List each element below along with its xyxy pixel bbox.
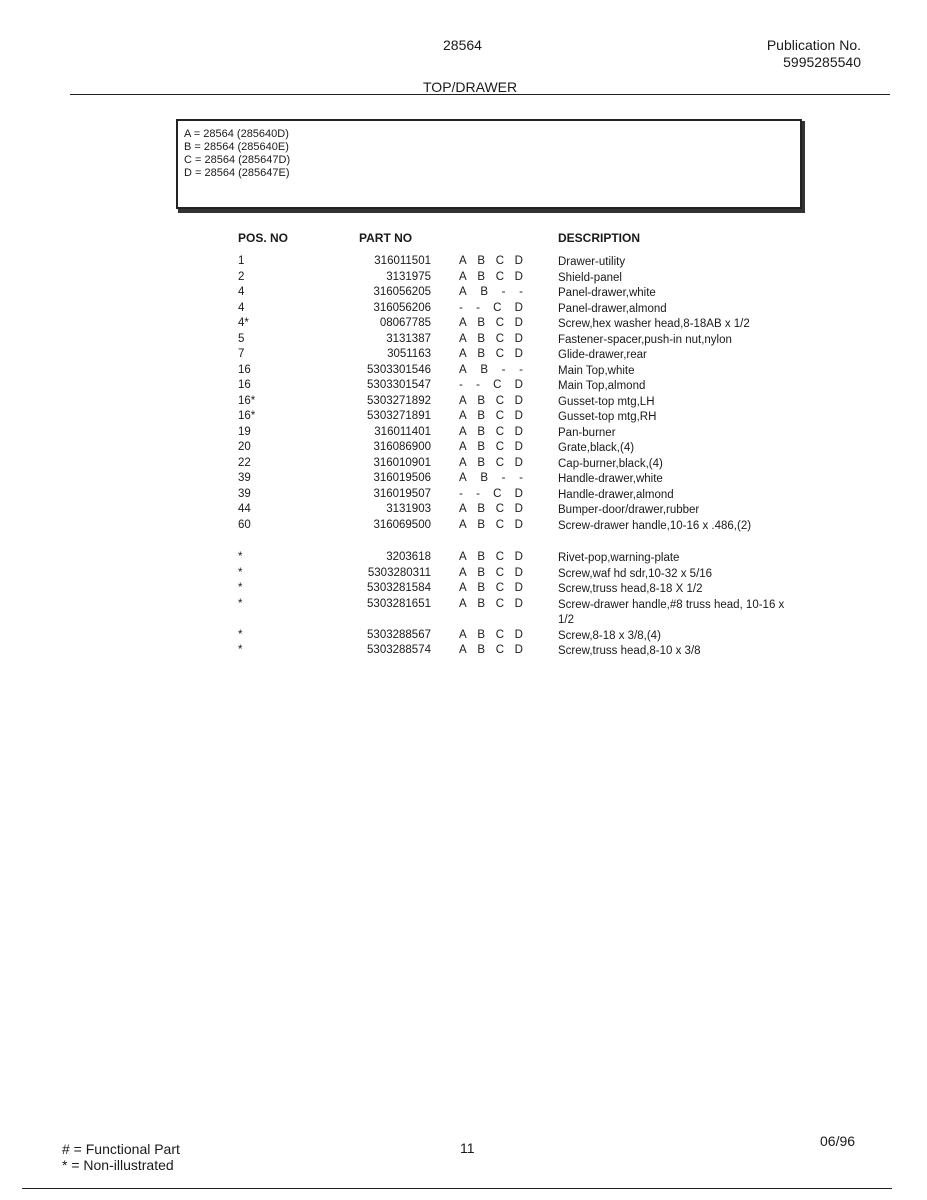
- table-row: [0, 395, 927, 411]
- header-divider: [70, 94, 890, 95]
- part-description: Main Top,white: [558, 364, 635, 377]
- table-row: [0, 441, 927, 457]
- variant-code: C: [495, 503, 504, 515]
- variant-code: D: [514, 270, 523, 283]
- publication-number: 5995285540: [783, 54, 861, 70]
- pos-number: 22: [238, 456, 251, 469]
- variant-code: A: [459, 644, 467, 656]
- revision-date: 06/96: [820, 1133, 856, 1149]
- variant-code: C: [495, 644, 504, 656]
- table-row: [0, 457, 927, 473]
- variant-code: A: [459, 348, 467, 360]
- pos-number: 5: [238, 332, 245, 345]
- variant-code: A: [459, 518, 467, 531]
- variant-codes: [459, 488, 523, 500]
- variant-code: D: [514, 566, 523, 579]
- variant-codes: [459, 457, 523, 469]
- part-description: Drawer-utility: [558, 256, 626, 268]
- variant-code: A: [459, 394, 467, 407]
- variant-code: -: [459, 301, 463, 314]
- part-number: 3131975: [386, 270, 431, 283]
- box-shadow: [178, 209, 805, 213]
- variant-codes: [459, 302, 523, 314]
- variant-codes: [459, 379, 523, 391]
- variant-code: B: [477, 456, 486, 469]
- variant-codes: [459, 644, 523, 656]
- pos-number: 4: [238, 286, 245, 298]
- variant-code: C: [493, 379, 502, 391]
- table-row: [0, 519, 927, 535]
- variant-code: -: [519, 286, 523, 298]
- pos-number: 39: [238, 487, 251, 500]
- variant-code: -: [501, 363, 506, 376]
- variant-code: B: [480, 363, 488, 376]
- variant-code: B: [477, 628, 486, 641]
- box-shadow: [802, 121, 805, 213]
- part-number: 3051163: [387, 348, 431, 360]
- column-header-pos: POS. NO: [238, 231, 289, 245]
- variant-code: A: [459, 551, 467, 563]
- variant-code: C: [495, 348, 504, 360]
- variant-code: -: [519, 363, 523, 376]
- part-number: 3131387: [386, 332, 431, 345]
- pos-number: 44: [238, 503, 251, 515]
- variant-codes: [459, 271, 523, 283]
- variant-code: B: [477, 518, 486, 531]
- variant-code: A: [459, 441, 467, 453]
- variant-code: C: [495, 597, 504, 610]
- variant-code: C: [495, 628, 504, 641]
- variant-code: C: [495, 270, 504, 283]
- table-row: [0, 333, 927, 349]
- table-row: [0, 426, 927, 442]
- variant-codes: [459, 503, 523, 515]
- part-description: Main Top,almond: [558, 380, 646, 392]
- part-description: Screw,truss head,8-10 x 3/8: [558, 645, 701, 657]
- variant-code: C: [495, 551, 504, 563]
- part-number: 316056206: [373, 301, 431, 314]
- pos-number: *: [238, 628, 243, 641]
- variant-code: A: [459, 363, 467, 376]
- variant-code: B: [480, 472, 488, 484]
- variant-code: C: [495, 456, 504, 469]
- part-description: Screw,truss head,8-18 X 1/2: [558, 583, 703, 595]
- variant-codes: [459, 567, 523, 579]
- part-number: 316086900: [373, 441, 431, 453]
- part-number: 316069500: [373, 518, 431, 531]
- variant-codes: [459, 286, 523, 298]
- part-description: Cap-burner,black,(4): [558, 457, 663, 470]
- variant-code: D: [514, 503, 523, 515]
- table-row: [0, 551, 927, 567]
- pos-number: 16*: [238, 410, 256, 422]
- table-row: [0, 410, 927, 426]
- variant-code: D: [514, 255, 523, 267]
- pos-number: 16: [238, 363, 251, 376]
- part-description: Screw,8-18 x 3/8,(4): [558, 629, 661, 642]
- part-description: Screw-drawer handle,10-16 x .486,(2): [558, 519, 752, 532]
- variant-code: -: [519, 472, 523, 484]
- part-description: Bumper-door/drawer,rubber: [558, 504, 700, 516]
- variant-code: -: [459, 379, 463, 391]
- part-number: 5303280311: [367, 566, 431, 579]
- column-header-description: DESCRIPTION: [558, 231, 641, 245]
- part-number: 316011401: [374, 425, 431, 438]
- table-row: [0, 644, 927, 660]
- part-description: Fastener-spacer,push-in nut,nylon: [558, 333, 732, 346]
- variant-code: D: [514, 379, 523, 391]
- variant-code: D: [514, 582, 523, 594]
- part-description: Handle-drawer,almond: [558, 488, 674, 501]
- variant-code: D: [514, 597, 523, 610]
- table-row: [0, 503, 927, 519]
- variant-codes: [459, 582, 523, 594]
- variant-codes: [459, 472, 523, 484]
- part-description: Gusset-top mtg,RH: [558, 411, 657, 423]
- table-row: [0, 348, 927, 364]
- part-description: Handle-drawer,white: [558, 473, 663, 485]
- pos-number: 4: [238, 301, 245, 314]
- table-row: [0, 317, 927, 333]
- variant-code: B: [477, 425, 486, 438]
- part-number: 5303281651: [367, 597, 431, 610]
- variant-codes: [459, 519, 523, 531]
- variant-code: B: [477, 582, 486, 594]
- variant-code: D: [514, 348, 523, 360]
- part-number: 08067785: [379, 317, 431, 329]
- publication-label: Publication No.: [766, 37, 861, 53]
- variant-code: -: [476, 379, 480, 391]
- table-row: [0, 379, 927, 395]
- part-number: 5303301546: [367, 363, 431, 376]
- variant-code: B: [477, 317, 486, 329]
- variant-codes: [459, 598, 523, 610]
- pos-number: 7: [238, 348, 245, 360]
- variant-code: A: [459, 270, 467, 283]
- variant-code: C: [495, 582, 504, 594]
- variant-codes: [459, 441, 523, 453]
- part-number: 5303271891: [367, 410, 431, 422]
- variant-code: B: [477, 551, 486, 563]
- publication-info: [767, 37, 861, 71]
- part-description: Glide-drawer,rear: [558, 349, 647, 361]
- table-row: [0, 488, 927, 504]
- pos-number: 19: [238, 425, 251, 438]
- table-row: [0, 472, 927, 488]
- table-row: [0, 629, 927, 645]
- variant-code: A: [459, 582, 467, 594]
- variant-codes: [459, 410, 523, 422]
- footer-divider: [22, 1188, 892, 1189]
- variant-codes: [459, 348, 523, 360]
- part-number: 5303301547: [367, 379, 431, 391]
- variant-code: D: [514, 644, 523, 656]
- variant-codes: [459, 426, 523, 438]
- pos-number: 4*: [238, 317, 249, 329]
- variant-code: C: [495, 410, 504, 422]
- part-description: Screw-drawer handle,#8 truss head, 10-16 x 1/2: [558, 598, 785, 626]
- table-row: [0, 598, 927, 629]
- variant-code: C: [493, 301, 502, 314]
- part-number: 316019506: [373, 472, 431, 484]
- pos-number: *: [238, 566, 243, 579]
- column-header-part: PART NO: [359, 231, 413, 245]
- variant-code: B: [477, 503, 486, 515]
- legend-functional: # = Functional Part: [62, 1141, 180, 1157]
- pos-number: 39: [238, 472, 251, 484]
- variant-code: A: [459, 286, 467, 298]
- variant-codes: [459, 364, 523, 376]
- variant-codes: [459, 395, 523, 407]
- variant-code: D: [514, 410, 523, 422]
- variant-code: A: [459, 597, 467, 610]
- part-number: 5303288567: [367, 628, 431, 641]
- variant-code: A: [459, 628, 467, 641]
- part-number: 316011501: [374, 255, 431, 267]
- variant-d: D = 28564 (285647E): [184, 167, 290, 179]
- variant-code: D: [514, 518, 523, 531]
- variants-legend-box: [176, 119, 802, 209]
- variant-code: D: [514, 487, 523, 500]
- variant-code: C: [493, 487, 502, 500]
- variant-code: B: [477, 566, 486, 579]
- variant-code: C: [495, 317, 504, 329]
- legend-non-illustrated: * = Non-illustrated: [62, 1157, 174, 1173]
- variant-codes: [459, 333, 523, 345]
- part-description: Shield-panel: [558, 271, 622, 284]
- variant-code: D: [514, 394, 523, 407]
- pos-number: *: [238, 644, 243, 656]
- table-row: [0, 582, 927, 598]
- part-description: Rivet-pop,warning-plate: [558, 552, 680, 564]
- variant-code: A: [459, 255, 467, 267]
- variant-code: A: [459, 503, 467, 515]
- pos-number: 16: [238, 379, 251, 391]
- pos-number: *: [238, 582, 243, 594]
- variant-code: D: [514, 317, 523, 329]
- variant-code: B: [477, 270, 486, 283]
- pos-number: 16*: [238, 394, 256, 407]
- variant-code: C: [495, 441, 504, 453]
- variant-a: A = 28564 (285640D): [184, 128, 289, 140]
- variant-codes: [459, 255, 523, 267]
- pos-number: *: [238, 551, 243, 563]
- variant-code: -: [476, 301, 480, 314]
- variant-code: A: [459, 456, 467, 469]
- variant-code: -: [476, 487, 480, 500]
- variant-codes: [459, 317, 523, 329]
- table-row: [0, 364, 927, 380]
- variant-codes: [459, 629, 523, 641]
- table-row: [0, 567, 927, 583]
- pos-number: 60: [238, 518, 251, 531]
- variant-code: D: [514, 301, 523, 314]
- variant-code: C: [495, 518, 504, 531]
- model-number: 28564: [443, 37, 482, 53]
- variant-code: A: [459, 332, 467, 345]
- variant-code: B: [477, 644, 486, 656]
- variant-code: C: [495, 566, 504, 579]
- variant-code: C: [495, 255, 504, 267]
- table-row: [0, 271, 927, 287]
- variant-code: B: [477, 394, 486, 407]
- variant-code: D: [514, 456, 523, 469]
- variant-code: B: [480, 286, 488, 298]
- pos-number: 2: [238, 270, 245, 283]
- variant-code: B: [477, 410, 486, 422]
- variant-c: C = 28564 (285647D): [184, 154, 291, 166]
- part-description: Pan-burner: [558, 426, 616, 439]
- part-description: Panel-drawer,almond: [558, 302, 667, 315]
- variant-b: B = 28564 (285640E): [184, 141, 289, 153]
- variant-code: -: [459, 487, 463, 500]
- variant-code: -: [501, 472, 506, 484]
- part-number: 3131903: [386, 503, 431, 515]
- variant-code: B: [477, 348, 486, 360]
- variant-code: C: [495, 332, 504, 345]
- part-description: Gusset-top mtg,LH: [558, 395, 655, 408]
- variant-code: A: [459, 425, 467, 438]
- part-number: 5303281584: [367, 582, 431, 594]
- variant-code: A: [459, 472, 467, 484]
- footer-legend: [62, 1141, 180, 1173]
- part-description: Grate,black,(4): [558, 442, 635, 454]
- variant-code: D: [514, 628, 523, 641]
- variant-code: D: [514, 332, 523, 345]
- variant-codes: [459, 551, 523, 563]
- part-description: Screw,hex washer head,8-18AB x 1/2: [558, 318, 750, 330]
- variant-code: D: [514, 551, 523, 563]
- part-number: 316010901: [373, 456, 431, 469]
- variant-code: B: [477, 255, 486, 267]
- variant-code: B: [477, 597, 486, 610]
- variant-code: B: [477, 332, 486, 345]
- part-number: 5303288574: [367, 644, 431, 656]
- part-number: 3203618: [386, 551, 431, 563]
- pos-number: *: [238, 597, 243, 610]
- variant-code: A: [459, 566, 467, 579]
- variant-code: D: [514, 441, 523, 453]
- table-row: [0, 255, 927, 271]
- pos-number: 1: [238, 255, 245, 267]
- parts-table: [0, 255, 927, 660]
- variant-code: A: [459, 410, 467, 422]
- part-description: Screw,waf hd sdr,10-32 x 5/16: [558, 567, 713, 580]
- variant-code: B: [477, 441, 486, 453]
- part-description: Panel-drawer,white: [558, 287, 656, 299]
- variant-code: A: [459, 317, 467, 329]
- variant-code: C: [495, 394, 504, 407]
- part-number: 5303271892: [367, 394, 431, 407]
- section-title: TOP/DRAWER: [423, 79, 518, 95]
- part-number: 316056205: [373, 286, 431, 298]
- table-row: [0, 286, 927, 302]
- page-number: 11: [460, 1140, 475, 1156]
- variant-code: C: [495, 425, 504, 438]
- pos-number: 20: [238, 441, 251, 453]
- part-number: 316019507: [373, 487, 431, 500]
- variant-code: D: [514, 425, 523, 438]
- variant-code: -: [501, 286, 506, 298]
- table-row: [0, 302, 927, 318]
